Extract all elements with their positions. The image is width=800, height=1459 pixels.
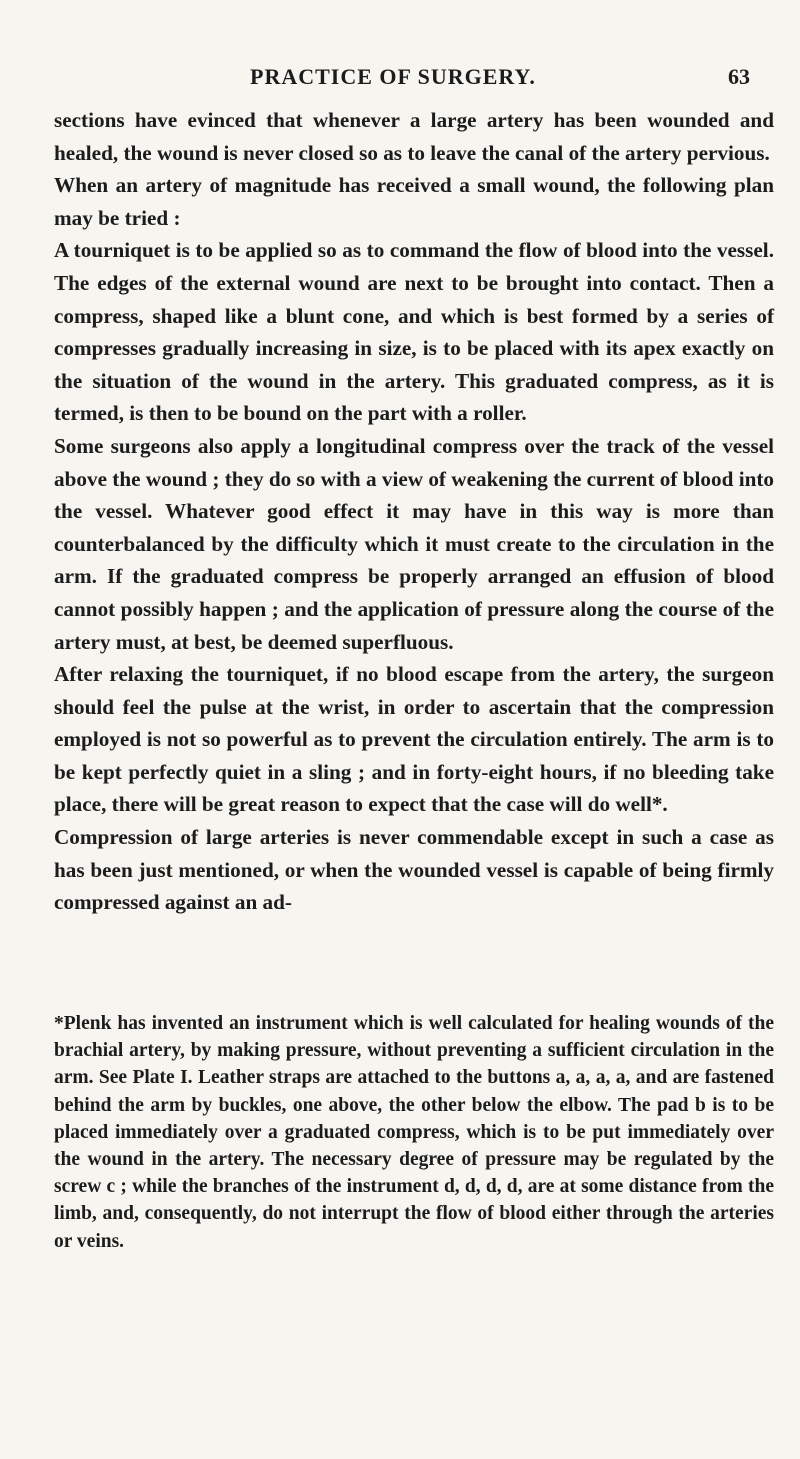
footnote-text: *Plenk has invented an instrument which is well calculated for healing wounds of the brachial artery, by making pressure, without preventing a sufficient circulation in the arm. See Plate I. Leather straps are attached to the buttons a, a, a, a, and are fastened behind the arm by buckles, one above, the other below the elbow. The pad b is to be placed immediately over a graduated compress, which is to be put immediately over the wound in the artery. The necessary degree of pressure may be regulated by the screw c ; while the branches of the instrument d, d, d, d, are at some distance from the limb, and, consequently, do not interrupt the flow of blood either through the arteries or veins.	[54, 1013, 774, 1252]
running-title: PRACTICE OF SURGERY.	[250, 64, 536, 89]
page-header	[110, 64, 750, 94]
footnote	[54, 1010, 774, 1255]
paragraph: Compression of large arteries is never commendable except in such a case as has been just mentioned, or when the wounded vessel is capable of being firmly compressed against an ad-	[54, 825, 774, 915]
paragraph: Some surgeons also apply a longitudinal compress over the track of the vessel above the wound ; they do so with a view of weakening the current of blood into the vessel. Whatever good effect it may have in this way is more than counterbalanced by the difficulty which it must create to the circulation in the arm. If the graduated compress be properly arranged an effusion of blood cannot possibly happen ; and the application of pressure along the course of the artery must, at best, be deemed superfluous.	[54, 433, 775, 654]
paragraph: When an artery of magnitude has received a small wound, the following plan may be tried :	[54, 173, 774, 230]
body-text	[54, 104, 774, 919]
page-number: 63	[728, 64, 750, 89]
paragraph: sections have evinced that whenever a large artery has been wounded and healed, the wound is never closed so as to leave the canal of the artery pervious.	[54, 108, 774, 165]
paragraph: After relaxing the tourniquet, if no blood escape from the artery, the surgeon should feel the pulse at the wrist, in order to ascertain that the compression employed is not so powerful as to prevent the circulation entirely. The arm is to be kept perfectly quiet in a sling ; and in forty-eight hours, if no bleeding take place, there will be great reason to expect that the case will do well*.	[54, 662, 774, 817]
paragraph: A tourniquet is to be applied so as to command the flow of blood into the vessel. The edges of the external wound are next to be brought into contact. Then a compress, shaped like a blunt cone, and which is best formed by a series of compresses gradually increasing in size, is to be placed with its apex exactly on the situation of the wound in the artery. This graduated compress, as it is termed, is then to be bound on the part with a roller.	[54, 238, 774, 426]
